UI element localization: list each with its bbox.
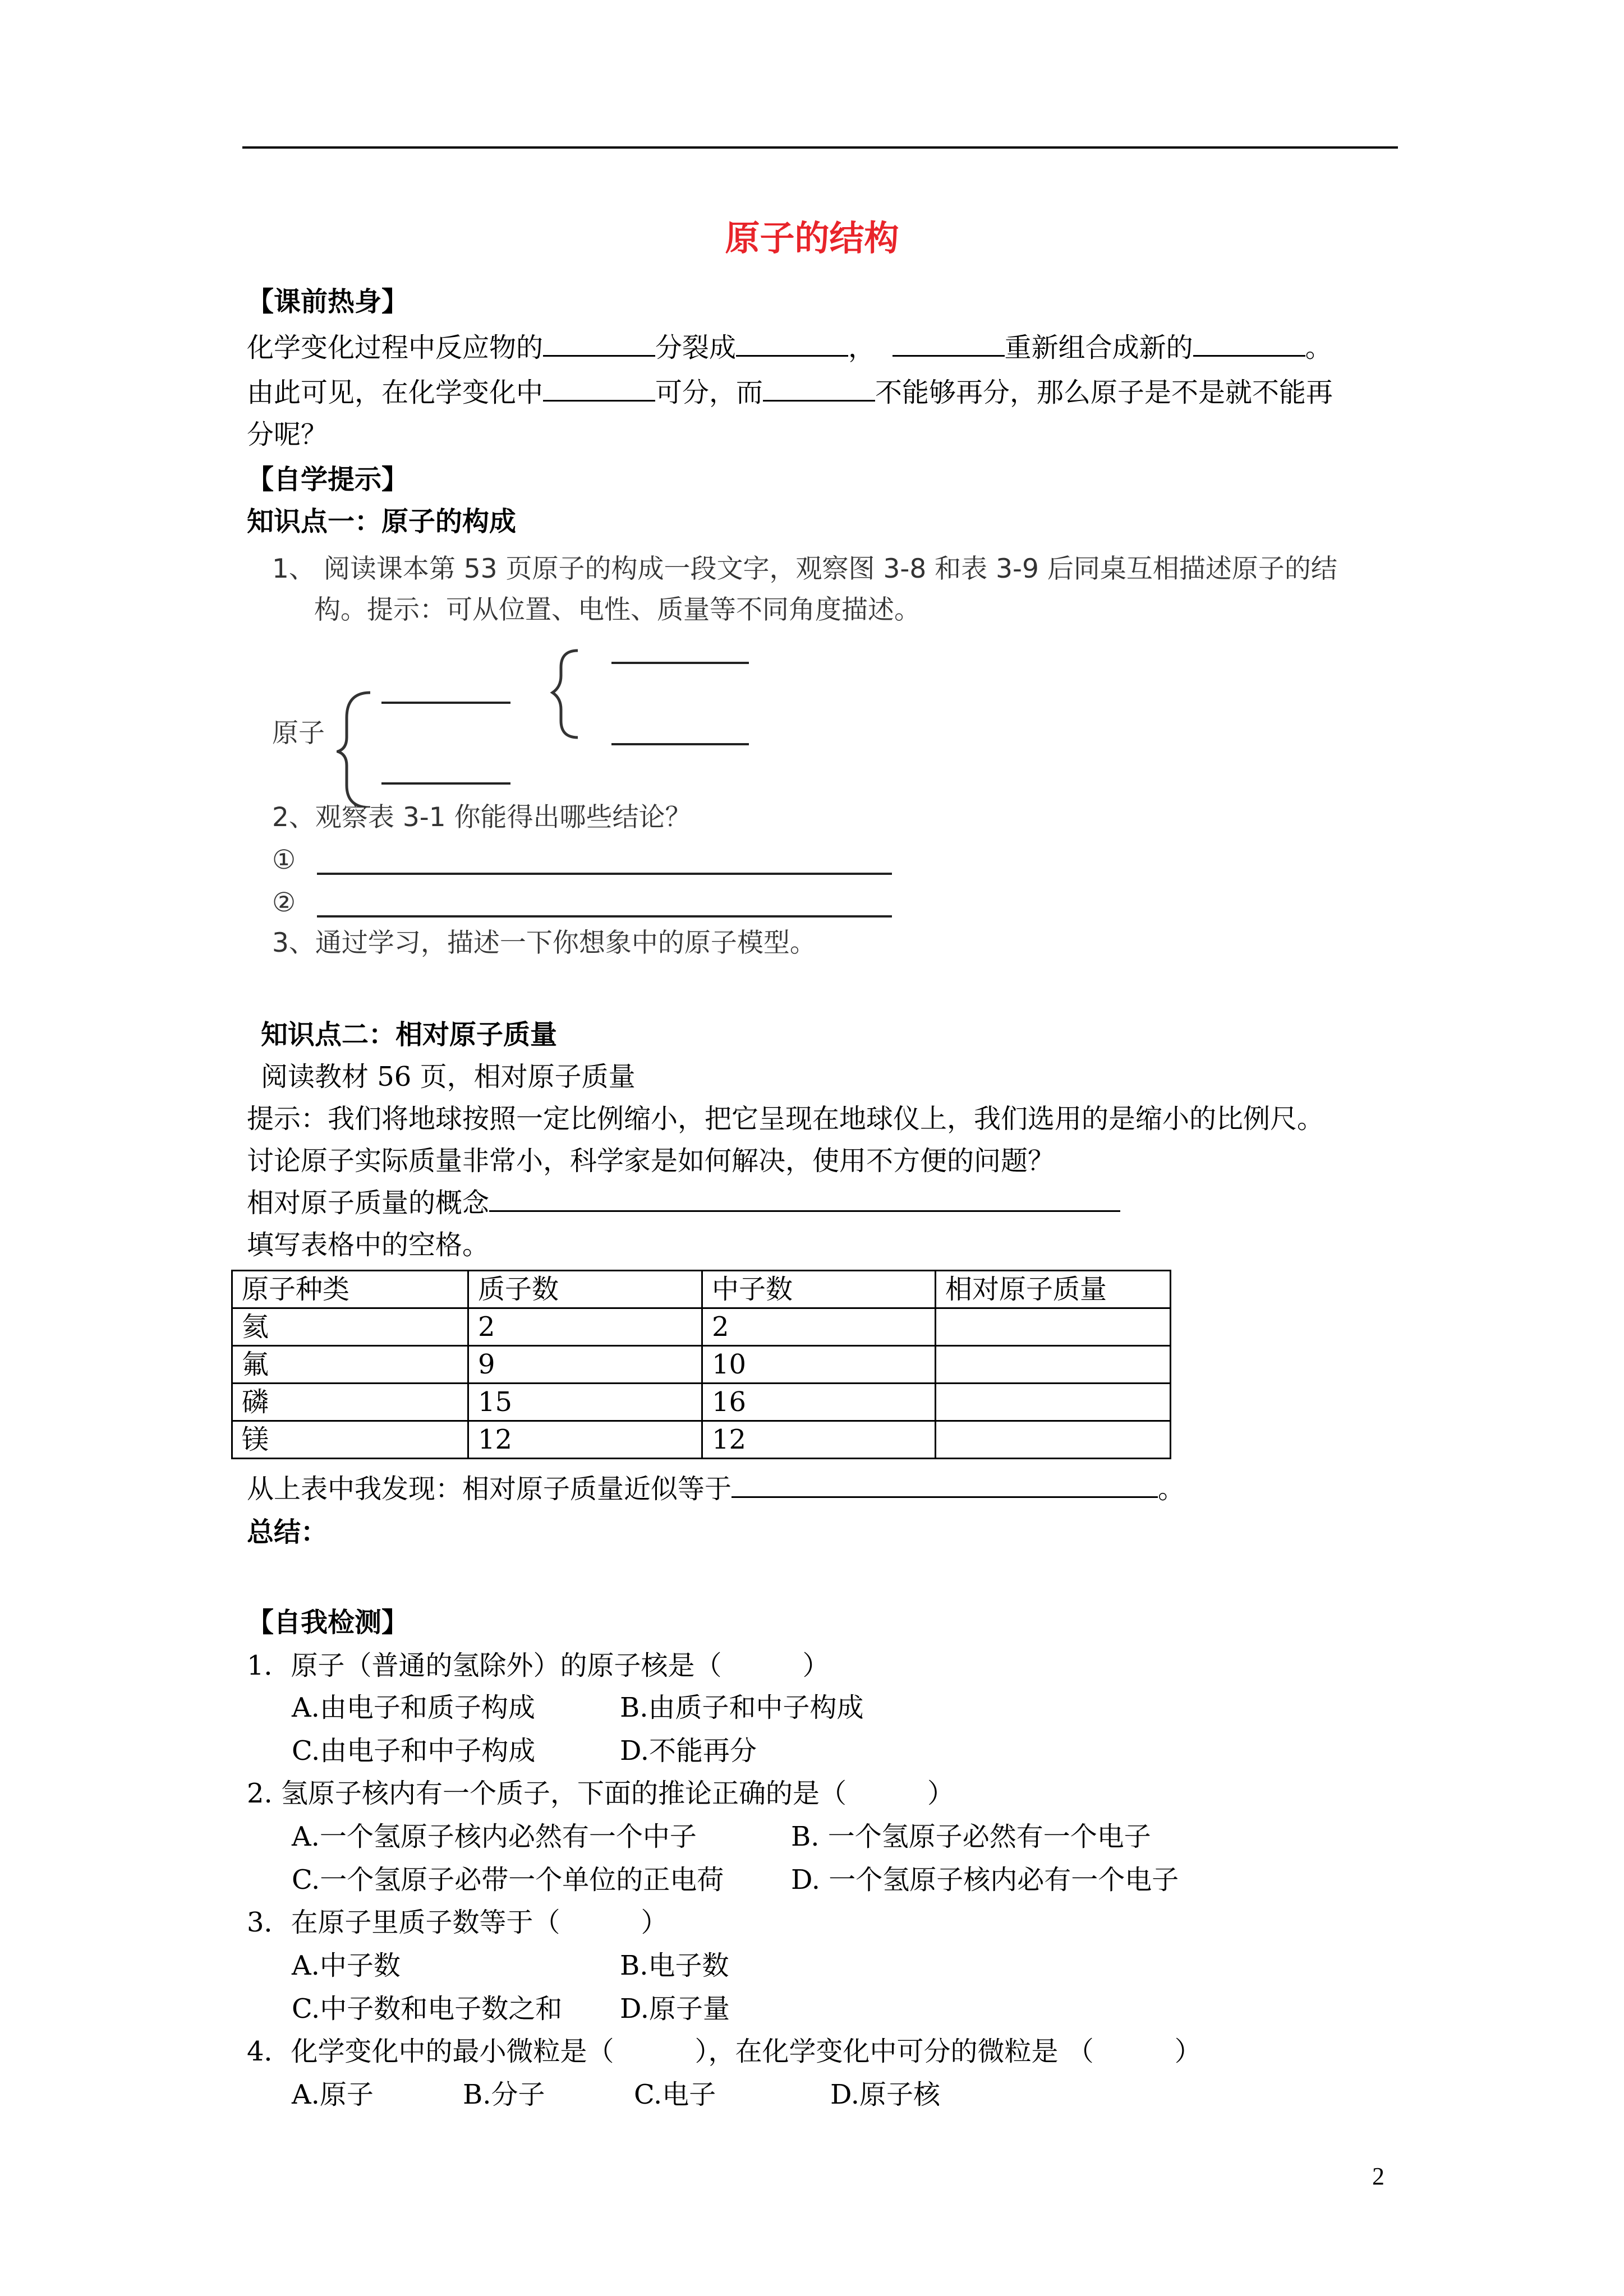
table-cell: 镁 xyxy=(232,1421,468,1459)
warmup-line-2 xyxy=(247,376,1333,409)
table-cell: 12 xyxy=(468,1421,702,1459)
inner-brace xyxy=(553,651,578,737)
finding-blank xyxy=(732,1474,1158,1498)
table-row xyxy=(232,1346,1171,1384)
question-1-line-2: 构。提示：可从位置、电性、质量等不同角度描述。 xyxy=(314,594,921,625)
q3-option-c: C.中子数和电子数之和 xyxy=(292,1993,563,2025)
table-cell: 氟 xyxy=(232,1346,468,1384)
table-cell: 16 xyxy=(702,1384,936,1421)
text: 。 xyxy=(1305,332,1332,363)
table-cell: 2 xyxy=(468,1308,702,1346)
text: 可分，而 xyxy=(655,377,763,408)
q4-option-c: C.电子 xyxy=(634,2079,716,2110)
column-header: 中子数 xyxy=(702,1271,936,1308)
table-header-row xyxy=(232,1271,1171,1308)
table-cell: 12 xyxy=(702,1421,936,1459)
warmup-line-1 xyxy=(247,331,1332,365)
table-cell: 2 xyxy=(702,1308,936,1346)
q3-option-d: D.原子量 xyxy=(620,1993,730,2025)
summary-label: 总结： xyxy=(247,1516,328,1548)
finding-line xyxy=(247,1472,1185,1506)
conclusion-2-marker: ② xyxy=(272,887,296,918)
table-cell: 氦 xyxy=(232,1308,468,1346)
q2-option-c: C.一个氢原子必带一个单位的正电荷 xyxy=(292,1864,724,1896)
table-row xyxy=(232,1384,1171,1421)
q4-option-d: D.原子核 xyxy=(830,2079,941,2110)
column-header: 质子数 xyxy=(468,1271,702,1308)
heading-warmup: 【课前热身】 xyxy=(247,286,409,317)
table-cell: 9 xyxy=(468,1346,702,1384)
check-question-3: 3．在原子里质子数等于（ ） xyxy=(247,1907,668,1938)
heading-self-check: 【自我检测】 xyxy=(247,1607,409,1638)
table-row xyxy=(232,1308,1171,1346)
table-cell-answer[interactable] xyxy=(936,1421,1171,1459)
concept-label: 相对原子质量的概念 xyxy=(247,1187,490,1219)
atom-label: 原子 xyxy=(272,718,325,749)
table-cell-answer[interactable] xyxy=(936,1308,1171,1346)
text: 分裂成 xyxy=(655,332,737,363)
q1-option-c: C.由电子和中子构成 xyxy=(292,1735,536,1767)
q4-option-a: A.原子 xyxy=(292,2079,374,2110)
table-cell: 15 xyxy=(468,1384,702,1421)
q2-option-a: A.一个氢原子核内必然有一个中子 xyxy=(292,1821,697,1852)
concept-blank xyxy=(489,1188,1120,1212)
knowledge-point-2: 知识点二：相对原子质量 xyxy=(261,1019,558,1050)
text: 不能够再分，那么原子是不是就不能再 xyxy=(875,377,1333,408)
q1-option-d: D.不能再分 xyxy=(620,1735,757,1767)
check-question-1: 1．原子（普通的氢除外）的原子核是（ ） xyxy=(247,1650,830,1681)
concept-line xyxy=(247,1186,1120,1220)
warmup-line-3: 分呢？ xyxy=(247,419,328,450)
blank-reactant xyxy=(543,333,655,357)
blank-subpart-1 xyxy=(611,662,749,664)
finding-label: 从上表中我发现：相对原子质量近似等于 xyxy=(247,1473,732,1505)
conclusion-1-marker: ① xyxy=(272,845,296,875)
blank-atom-part-2 xyxy=(381,782,510,785)
table-cell-answer[interactable] xyxy=(936,1384,1171,1421)
text: 由此可见，在化学变化中 xyxy=(247,377,544,408)
text: 化学变化过程中反应物的 xyxy=(247,332,544,363)
blank-atom-part-1 xyxy=(381,702,510,704)
relative-atomic-mass-table xyxy=(231,1270,1171,1459)
page-number: 2 xyxy=(1372,2163,1384,2190)
knowledge-point-1: 知识点一：原子的构成 xyxy=(247,506,517,537)
blank-new xyxy=(1193,333,1305,357)
q4-option-b: B.分子 xyxy=(463,2079,545,2110)
question-1-line-1: 1、 阅读课本第 53 页原子的构成一段文字，观察图 3-8 和表 3-9 后同桌互相描述原子的结 xyxy=(272,554,1337,584)
q1-option-a: A.由电子和质子构成 xyxy=(292,1692,535,1723)
q1-option-b: B.由质子和中子构成 xyxy=(620,1692,864,1723)
text: 。 xyxy=(1158,1473,1185,1505)
q3-option-b: B.电子数 xyxy=(620,1950,729,1981)
text: ， xyxy=(848,332,876,363)
discussion-text: 讨论原子实际质量非常小，科学家是如何解决，使用不方便的问题？ xyxy=(247,1145,1055,1177)
conclusion-1-blank xyxy=(317,873,892,875)
table-cell: 10 xyxy=(702,1346,936,1384)
conclusion-2-blank xyxy=(317,915,892,918)
blank-divisible xyxy=(543,377,655,402)
blank-indivisible xyxy=(763,377,875,402)
fill-table-instruction: 填写表格中的空格。 xyxy=(247,1229,490,1261)
blank-regroup xyxy=(892,333,1005,357)
column-header: 原子种类 xyxy=(232,1271,468,1308)
check-question-4: 4．化学变化中的最小微粒是（ ），在化学变化中可分的微粒是 （ ） xyxy=(247,2036,1202,2067)
outer-brace xyxy=(338,693,370,808)
q2-option-b: B. 一个氢原子必然有一个电子 xyxy=(791,1821,1151,1852)
header-rule xyxy=(242,146,1398,149)
table-row xyxy=(232,1421,1171,1459)
reading-instruction: 阅读教材 56 页，相对原子质量 xyxy=(261,1061,636,1092)
blank-subpart-2 xyxy=(611,743,749,745)
document-title: 原子的结构 xyxy=(725,218,899,259)
question-3: 3、通过学习，描述一下你想象中的原子模型。 xyxy=(272,928,816,958)
table-cell: 磷 xyxy=(232,1384,468,1421)
heading-self-study: 【自学提示】 xyxy=(247,464,409,495)
hint-text: 提示：我们将地球按照一定比例缩小，把它呈现在地球仪上，我们选用的是缩小的比例尺。 xyxy=(247,1103,1324,1135)
q3-option-a: A.中子数 xyxy=(292,1950,401,1981)
column-header: 相对原子质量 xyxy=(936,1271,1171,1308)
question-2: 2、观察表 3-1 你能得出哪些结论？ xyxy=(272,802,692,833)
table-cell-answer[interactable] xyxy=(936,1346,1171,1384)
q2-option-d: D. 一个氢原子核内必有一个电子 xyxy=(791,1864,1179,1896)
blank-split-into xyxy=(736,333,848,357)
text: 重新组合成新的 xyxy=(1004,332,1193,363)
check-question-2: 2. 氢原子核内有一个质子，下面的推论正确的是（ ） xyxy=(247,1778,955,1809)
